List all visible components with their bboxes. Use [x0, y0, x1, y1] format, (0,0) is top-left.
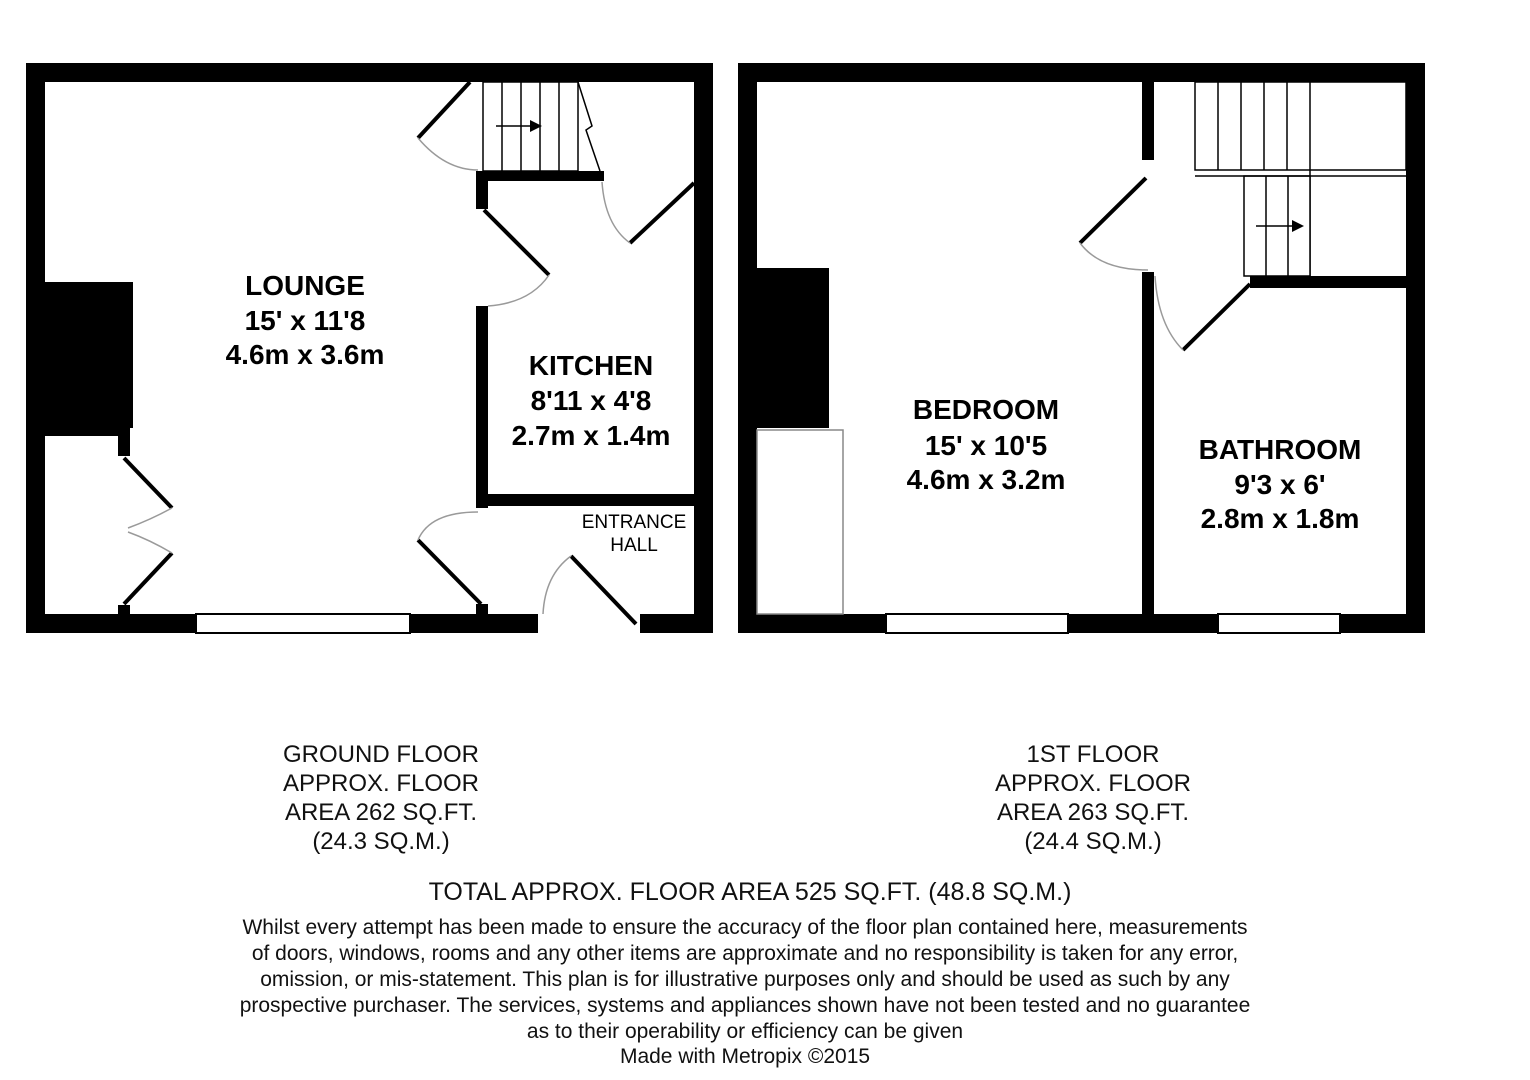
lounge-label: LOUNGE: [245, 270, 365, 301]
kitchen-stair-wall: [476, 171, 604, 181]
bathroom-window: [1218, 614, 1340, 633]
lounge-metric-size: 4.6m x 3.6m: [225, 339, 385, 370]
first-floor-caption-line: (24.4 SQ.M.): [1024, 828, 1162, 855]
bedroom-chimney-breast: [757, 268, 829, 428]
ground-floor-bottom-wall: [410, 614, 538, 633]
bedroom-landing-wall: [1142, 82, 1154, 160]
ground-floor-bottom-wall: [26, 614, 196, 633]
hall-lounge-door: [418, 540, 481, 604]
first-floor-stairs-upper: [1195, 82, 1406, 170]
ground-floor-area-caption: [231, 740, 531, 856]
bedroom-imperial-size: 15' x 10'5: [924, 430, 1048, 461]
kitchen-bottom-wall: [476, 494, 694, 506]
bedroom-window: [886, 614, 1068, 633]
first-floor-bottom-wall: [1340, 614, 1425, 633]
entrance-hall-label: ENTRANCE: [581, 512, 687, 533]
first-floor-top-wall: [738, 63, 1425, 82]
disclaimer-line: as to their operability or efficiency can be given: [526, 1020, 964, 1043]
kitchen-door: [484, 210, 549, 275]
kitchen-metric-size: 2.7m x 1.4m: [511, 420, 671, 451]
stair-break-line: [578, 82, 600, 171]
disclaimer-line: of doors, windows, rooms and any other items are approximate and no responsibility is taken for any error,: [251, 942, 1239, 965]
bathroom-label: BATHROOM: [1198, 434, 1362, 465]
disclaimer-line: prospective purchaser. The services, systems and appliances shown have not been tested and no guarantee: [239, 994, 1251, 1017]
cupboard-door: [124, 553, 172, 604]
first-floor-area-caption: [943, 740, 1243, 856]
bathroom-top-wall: [1250, 276, 1406, 288]
door-swing-arc: [602, 182, 630, 243]
bedroom-wardrobe: [757, 430, 843, 614]
wall-stub: [45, 428, 130, 436]
door-swing-arc: [418, 138, 478, 170]
first-floor-bottom-wall: [1068, 614, 1218, 633]
bathroom-imperial-size: 9'3 x 6': [1234, 469, 1326, 500]
first-floor-caption-line: AREA 263 SQ.FT.: [996, 799, 1190, 826]
ground-floor-right-wall: [694, 63, 713, 633]
bathroom-metric-size: 2.8m x 1.8m: [1200, 503, 1360, 534]
metropix-credit: Made with Metropix ©2015: [619, 1045, 871, 1068]
first-floor-bottom-wall: [738, 614, 886, 633]
entrance-hall-label: HALL: [610, 535, 658, 556]
hall-wall-stub: [476, 604, 488, 616]
door-swing-arc: [1155, 276, 1183, 350]
ground-floor-caption-line: GROUND FLOOR: [282, 741, 479, 768]
first-floor-plan: [738, 63, 1425, 633]
lounge-imperial-size: 15' x 11'8: [244, 305, 366, 336]
disclaimer-text: [170, 915, 1320, 1045]
bedroom-label: BEDROOM: [912, 394, 1060, 425]
wall-stub: [118, 605, 130, 617]
kitchen-rear-door: [630, 183, 694, 243]
door-swing-arc: [488, 275, 549, 306]
kitchen-label: KITCHEN: [528, 350, 654, 381]
first-floor-caption-line: APPROX. FLOOR: [994, 770, 1192, 797]
bedroom-metric-size: 4.6m x 3.2m: [906, 464, 1066, 495]
bedroom-bathroom-wall: [1142, 272, 1154, 614]
ground-floor-bottom-wall: [640, 614, 713, 633]
door-swing-arc: [128, 508, 172, 553]
ground-floor-caption-line: (24.3 SQ.M.): [312, 828, 450, 855]
front-door: [571, 556, 636, 624]
first-floor-right-wall: [1406, 63, 1425, 633]
disclaimer-line: omission, or mis-statement. This plan is for illustrative purposes only and should be used as such by any: [260, 968, 1230, 991]
stair-door: [418, 82, 470, 138]
disclaimer-line: Whilst every attempt has been made to ensure the accuracy of the floor plan contained here, measurements: [242, 916, 1248, 939]
ground-floor-left-wall: [26, 63, 45, 633]
ground-floor-caption-line: AREA 262 SQ.FT.: [284, 799, 478, 826]
door-swing-arc: [1080, 243, 1148, 270]
total-floor-area: TOTAL APPROX. FLOOR AREA 525 SQ.FT. (48.8 SQ.M.): [428, 878, 1072, 906]
lounge-chimney-breast: [45, 282, 133, 428]
lounge-window: [196, 614, 410, 633]
cupboard-door: [124, 458, 172, 508]
kitchen-imperial-size: 8'11 x 4'8: [530, 385, 652, 416]
wall-stub: [118, 436, 130, 456]
kitchen-left-wall: [476, 306, 488, 508]
bedroom-door: [1080, 178, 1146, 243]
bathroom-door: [1183, 284, 1250, 350]
first-floor-caption-line: 1ST FLOOR: [1026, 741, 1160, 768]
kitchen-left-wall: [476, 171, 488, 209]
door-swing-arc: [418, 512, 478, 540]
first-floor-left-wall: [738, 63, 757, 633]
ground-floor-top-wall: [26, 63, 713, 82]
ground-floor-plan: [26, 63, 713, 633]
door-swing-arc: [543, 556, 571, 614]
ground-floor-caption-line: APPROX. FLOOR: [282, 770, 480, 797]
